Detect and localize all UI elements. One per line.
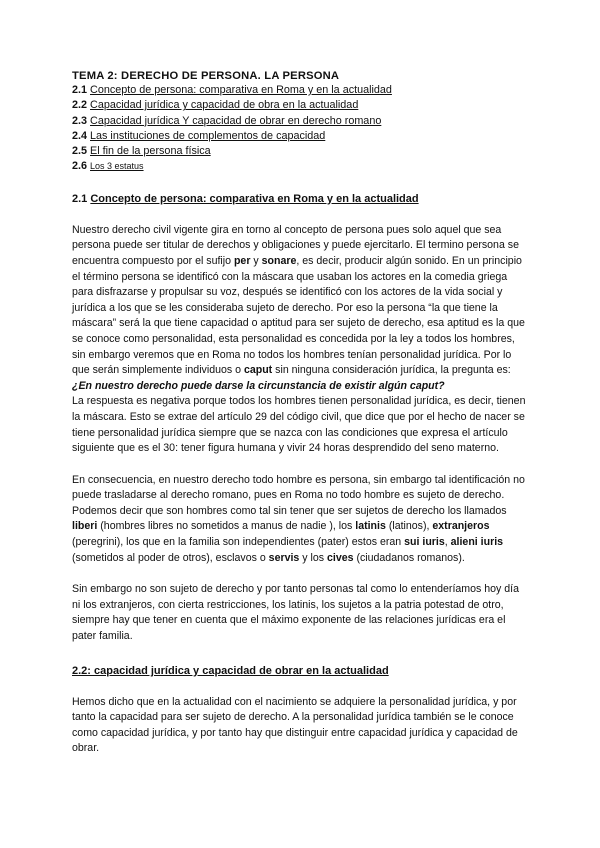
section-heading-2-2 — [72, 665, 528, 677]
toc-item[interactable] — [72, 129, 528, 144]
text-run: y los — [299, 551, 327, 564]
toc-link[interactable]: Las instituciones de complementos de capacidad — [90, 129, 326, 142]
document-title: TEMA 2: DERECHO DE PERSONA. LA PERSONA — [72, 70, 340, 82]
paragraph-non-subjects: Sin embargo no son sujeto de derecho y por tanto personas tal como lo entenderíamos hoy día ni los extranjeros, con cierta restricciones, los latinis, los sujetos a la patria potestad de otro, siempre hay que tener en cuenta que el máximo exponente de las relaciones jurídicas era el pater familia. — [72, 583, 519, 643]
text-run: En consecuencia, en nuestro derecho todo hombre es persona, sin embargo tal identificación no puede trasladarse al derecho romano, pues en Roma no todo hombre es sujeto de derecho. Podemos decir que son hombres como tal sin tener que ser sujetos de derecho los llamados — [72, 473, 525, 517]
text-run: y — [250, 254, 262, 267]
toc-item[interactable] — [72, 98, 528, 113]
toc-number: 2.6 — [72, 160, 88, 173]
paragraph-answer: La respuesta es negativa porque todos los hombres tienen personalidad jurídica, es decir, tienen la máscara. Esto se extrae del artículo 29 del código civil, que dice que por el hecho de nacer se tiene personalidad jurídica siempre que se nazca con las condiciones que expresa el artículo siguiente que es el 30: tener figura humana y vivir 24 horas desprendido del seno materno. — [72, 395, 526, 455]
toc-item[interactable] — [72, 114, 528, 129]
toc-link[interactable]: Los 3 estatus — [90, 161, 144, 172]
text-run: (ciudadanos romanos). — [353, 551, 465, 564]
toc-link[interactable]: Concepto de persona: comparativa en Roma y en la actualidad — [90, 84, 392, 96]
toc-link[interactable]: Capacidad jurídica y capacidad de obra en la actualidad — [90, 99, 359, 112]
section-title: Concepto de persona: comparativa en Roma y en la actualidad — [90, 192, 419, 205]
text-run: (latinos), — [385, 520, 433, 533]
section-heading-2-1 — [72, 193, 528, 205]
term-extranjeros: extranjeros — [432, 520, 490, 533]
toc-number: 2.5 — [72, 145, 88, 158]
toc-number: 2.3 — [72, 114, 88, 127]
toc-item[interactable] — [72, 159, 528, 174]
term-sui-iuris: sui iuris — [404, 536, 445, 549]
section-title: 2.2: capacidad jurídica y capacidad de obrar en la actualidad — [72, 664, 389, 677]
toc-link[interactable]: Capacidad jurídica Y capacidad de obrar en derecho romano — [90, 114, 382, 127]
term-sonare: sonare — [261, 254, 297, 267]
text-run: (sometidos al poder de otros), esclavos o — [72, 551, 269, 564]
toc-item[interactable] — [72, 144, 528, 159]
toc-number: 2.4 — [72, 129, 88, 142]
text-run: (hombres libres no sometidos a manus de nadie ), los — [97, 520, 356, 533]
toc-link[interactable]: El fin de la persona física — [90, 145, 211, 158]
paragraph-capacidad: Hemos dicho que en la actualidad con el nacimiento se adquiere la personalidad jurídica, y por tanto la capacidad para ser sujeto de derecho. A la personalidad jurídica también se le conoce como capacidad jurídica, y por tanto hay que distinguir entre capacidad jurídica y capacidad de obrar. — [72, 695, 518, 755]
text-run: (peregrini), los que en la familia son independientes (pater) estos eran — [72, 536, 405, 549]
term-per: per — [233, 254, 251, 267]
question-caput: ¿En nuestro derecho puede darse la circunstancia de existir algún caput? — [72, 379, 445, 392]
table-of-contents — [72, 83, 528, 175]
toc-number: 2.1 — [72, 84, 88, 96]
text-run: sin ninguna consideración jurídica, la pregunta es: — [272, 364, 511, 377]
paragraph-persona-origin — [72, 223, 528, 379]
term-alieni-iuris: alieni iuris — [450, 536, 504, 549]
section-number: 2.1 — [72, 192, 88, 205]
paragraph-roman-law — [72, 473, 528, 567]
term-liberi: liberi — [72, 520, 98, 533]
text-run: , — [444, 536, 451, 549]
toc-number: 2.2 — [72, 99, 88, 112]
toc-item[interactable] — [72, 83, 528, 98]
term-servis: servis — [268, 551, 300, 564]
text-run: Nuestro derecho civil vigente gira en torno al concepto de persona pues solo aquel que sea persona puede ser titular de derechos y obligaciones y puede ejercitarlo. El termino persona se encuentra compuesto por el sufijo — [72, 223, 519, 267]
term-cives: cives — [326, 551, 354, 564]
term-caput: caput — [243, 364, 273, 377]
term-latinis: latinis — [355, 520, 386, 533]
text-run: , es decir, producir algún sonido. En un principio el término persona se identificó con la máscara que usaban los actores en la comedia griega para disfrazarse y propulsar su voz, después se identificó con los actores de la vida social y jurídica a los que se les consideraba sujeto de derecho. Por eso la persona “la que tiene la máscara” será la que tiene capacidad o aptitud para ser sujeto de derecho, esa aptitud es la que se conoce como personalidad, esta personalidad es concedida por la ley a todos los hombres, sin embargo veremos que en Roma no todos los hombres tenían personalidad jurídica. Por lo que serán simplemente individuos o — [72, 254, 525, 377]
